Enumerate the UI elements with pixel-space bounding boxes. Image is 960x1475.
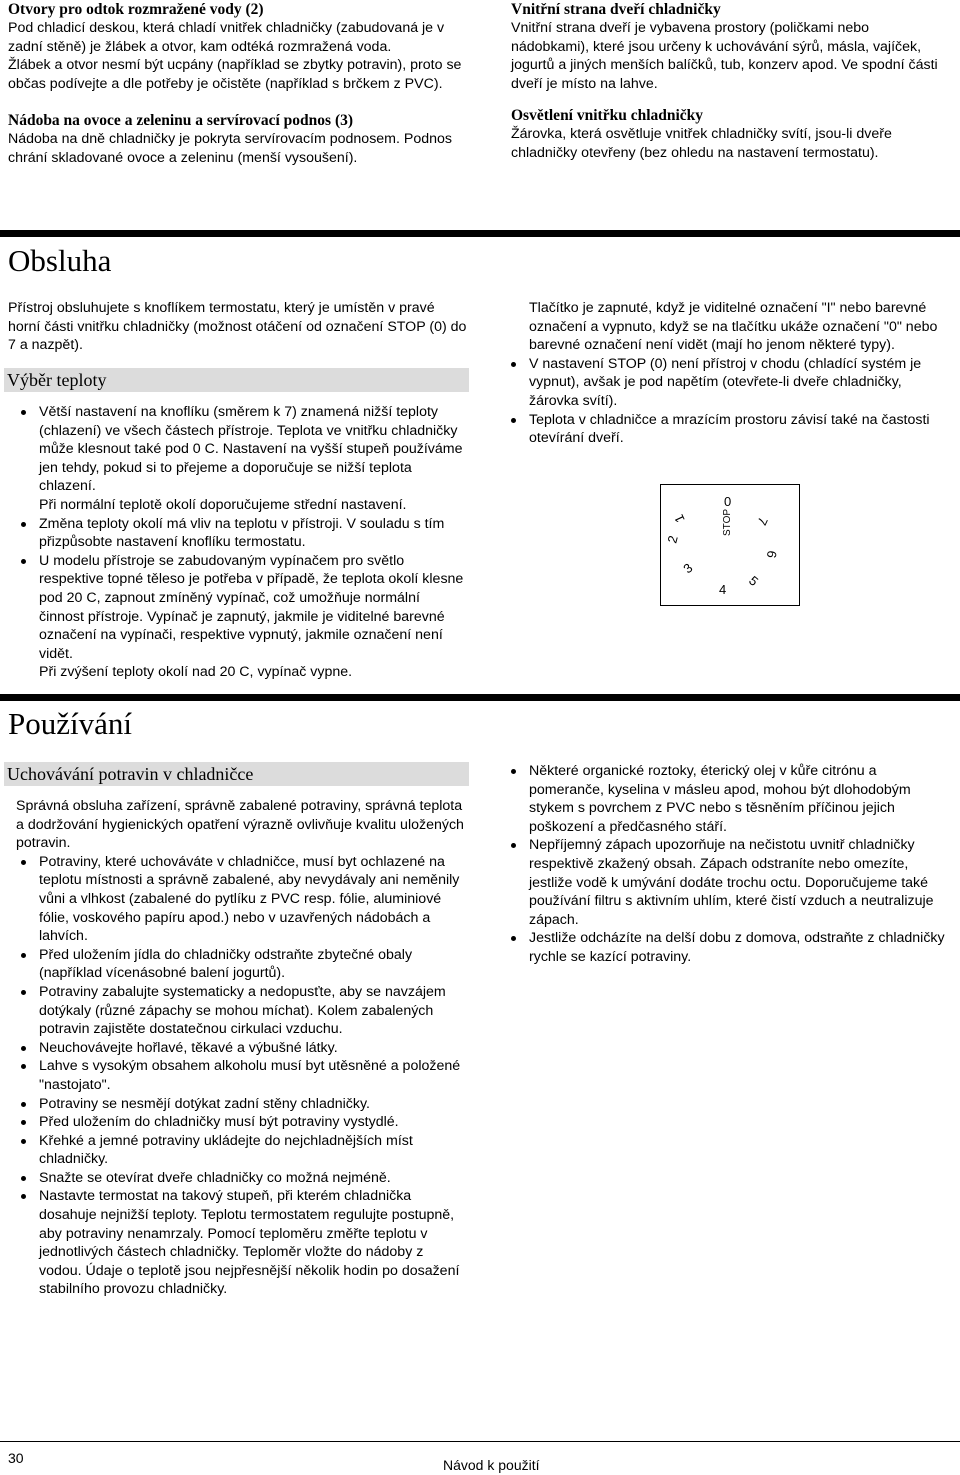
list-item: Některé organické roztoky, éterický olej v kůře citrónu a pomeranče, kyselina v másleu apod, mohou být dlohodobým stykem s povrchem z PVC nebo s těsněním příčinou jejich poškození a předčasného stáří. bbox=[506, 762, 951, 836]
list-item: Křehké a jemné potraviny ukládejte do nejchladnějších míst chladničky. bbox=[16, 1132, 468, 1169]
dial-label-6: 6 bbox=[763, 549, 780, 560]
section-heading-lighting: Osvětlení vnitřku chladničky bbox=[511, 107, 704, 125]
list-item: V nastavení STOP (0) není přístroj v chodu (chladící systém je vypnut), avšak je pod napětím (otevřete-li dveře chladničky, žárovka svítí). bbox=[506, 355, 951, 411]
drain-paragraph-1: Pod chladicí deskou, která chladí vnitřek chladničky (zabudovaná je v zadní stěně) je žlábek a otvor, kam odtéká rozmražená voda. bbox=[8, 20, 445, 55]
thermostat-dial-figure bbox=[660, 484, 800, 606]
normal-setting-note: Při normální teplotě okolí doporučujeme střední nastavení. bbox=[39, 496, 407, 513]
dial-label-1: 1 bbox=[671, 512, 688, 526]
list-item: Teplota v chladničce a mrazícím prostoru závisí také na častosti otevírání dveří. bbox=[506, 411, 951, 448]
drain-paragraph-2: Žlábek a otvor nesmí být ucpány (například se zbytky potravin), proto se občas podívejte a dle potřeby je očistěte (například s brčkem z PVC). bbox=[8, 57, 462, 92]
switch-off-note: Při zvýšení teploty okolí nad 20 C, vypínač vypne. bbox=[39, 664, 353, 681]
subheading-food-storage: Uchovávání potravin v chladničce bbox=[4, 762, 469, 786]
section-rule-obsluha bbox=[0, 230, 960, 237]
obsluha-intro: Přístroj obsluhujete s knoflíkem termostatu, který je umístěn v pravé horní části vnitřku chladničky (možnost otáčení od označení STOP (0) do 7 a nazpět). bbox=[8, 300, 467, 354]
food-storage-intro: Správná obsluha zařízení, správně zabalené potraviny, správná teplota a dodržování hygienických opatření výrazně ovlivňuje kvalitu uložených potravin. bbox=[16, 798, 464, 852]
list-item: Lahve s vysokým obsahem alkoholu musí byt utěsněné a položené "nastojato". bbox=[16, 1057, 468, 1094]
list-item: Neuchovávejte hořlavé, těkavé a výbušné látky. bbox=[16, 1039, 468, 1058]
obsluha-left-list-wrap bbox=[16, 403, 468, 682]
list-item: U modelu přístroje se zabudovaným vypínačem pro světlo respektive topné těleso je potřeba v případě, že teplota okolí klesne pod 20 C, zapnout zmíněný vypínač, což umožňuje normální činnost přístroje. Vypínač je zapnutý, jakmile je viditelné barevné označení na vypínači, respektive vypnutý, jakmile označení není vidět. bbox=[16, 552, 468, 664]
list-item: Potraviny se nesmějí dotýkat zadní stěny chladničky. bbox=[16, 1095, 468, 1114]
list-item: Změna teploty okolí má vliv na teplotu v přístroji. V souladu s tím přizpůsobte nastavení knoflíku termostatu. bbox=[16, 515, 468, 552]
lighting-paragraph: Žárovka, která osvětluje vnitřek chladničky svítí, jsou-li dveře chladničky otevřeny (bez ohledu na nastavení termostatu). bbox=[511, 126, 892, 161]
section-heading-drain-holes: Otvory pro odtok rozmražené vody (2) bbox=[8, 1, 264, 18]
pouzivani-right-column bbox=[506, 762, 951, 967]
obsluha-left-column bbox=[8, 299, 470, 355]
list-item: Před uložením jídla do chladničky odstraňte zbytečné obaly (například vícenásobné balení jogurtů). bbox=[16, 946, 468, 983]
fruit-container-paragraph: Nádoba na dně chladničky je pokryta servírovacím podnosem. Podnos chrání skladované ovoce a zeleninu (menší vysoušení). bbox=[8, 131, 453, 166]
dial-label-7: 7 bbox=[754, 514, 771, 528]
section-heading-door-inside: Vnitřní strana dveří chladničky bbox=[511, 1, 721, 18]
temperature-list bbox=[16, 403, 468, 496]
manual-name: Návod k použití bbox=[443, 1457, 540, 1473]
pouzivani-left-column bbox=[16, 797, 468, 1299]
top-left-column bbox=[8, 0, 470, 168]
list-item: Před uložením do chladničky musí být potraviny vystydlé. bbox=[16, 1113, 468, 1132]
section-title-pouzivani: Používání bbox=[8, 706, 132, 741]
list-item: Potraviny, které uchováváte v chladničce, musí byt ochlazené na teplotu místnosti a správně zabalené, aby nevydávaly ani neměnily vůni a vlhkost (zabalené do pytlíku z PVC resp. fólie, aluminiové fólie, voskového papíru apod.) nebo v uzavřených nádobách a lahvích. bbox=[16, 853, 468, 946]
section-rule-pouzivani bbox=[0, 694, 960, 701]
dial-zero-label: 0 bbox=[724, 494, 732, 509]
odor-list bbox=[506, 762, 951, 967]
food-storage-list bbox=[16, 853, 468, 1299]
button-status-text: Tlačítko je zapnuté, když je viditelné označení "I" nebo barevné označení a vypnuto, když se na tlačítku ukáže označení "0" nebo barevné označení není vidět (mají ho jenom některé typy). bbox=[529, 300, 938, 354]
page-number: 30 bbox=[8, 1450, 24, 1466]
subheading-temperature-selection: Výběr teploty bbox=[4, 368, 469, 392]
section-heading-fruit-container: Nádoba na ovoce a zeleninu a servírovací podnos (3) bbox=[8, 112, 354, 130]
list-item: Potraviny zabalujte systematicky a nedopusťte, aby se navzájem dotýkaly (různé zápachy se mohou míchat). Kolem zabalených potravin zajistěte dostatečnou cirkulaci vzduchu. bbox=[16, 983, 468, 1039]
list-item: Snažte se otevírat dveře chladničky co možná nejméně. bbox=[16, 1169, 468, 1188]
stop-list bbox=[506, 355, 951, 448]
dial-stop-label: STOP bbox=[722, 508, 733, 536]
list-item: Větší nastavení na knoflíku (směrem k 7) znamená nižší teploty (chlazení) ve všech částech přístroje. Teplota ve vnitřku chladničky může klesnout také pod 0 C. Nastavení na vyšší stupeň používáme jen tehdy, pokud si to přejeme a doporučuje se nižší teplota chlazení. bbox=[16, 403, 468, 496]
dial-label-5: 5 bbox=[746, 572, 762, 589]
dial-label-4: 4 bbox=[719, 582, 727, 597]
obsluha-right-column bbox=[506, 299, 951, 448]
dial-label-3: 3 bbox=[680, 560, 696, 577]
top-right-column bbox=[511, 0, 951, 163]
section-title-obsluha: Obsluha bbox=[8, 243, 112, 278]
door-inside-paragraph: Vnitřní strana dveří je vybavena prostory (poličkami nebo nádobkami), které jsou určeny k uchovávání sýrů, másla, vajíček, jogurtů a jiných menších balíčků, tub, konzerv apod. Ve spodní části dveří je místo na lahve. bbox=[511, 20, 938, 92]
list-item: Nepříjemný zápach upozorňuje na nečistotu uvnitř chladničky respektivě zkažený obsah. Zápach odstraníte nebo omezíte, jestliže vodě k umývání dodáte trochu octu. Doporučujeme také používání filtru s aktivním uhlím, které čistí vzduch a neutralizuje zápach. bbox=[506, 836, 951, 929]
list-item: Jestliže odcházíte na delší dobu z domova, odstraňte z chladničky rychle se kazící potraviny. bbox=[506, 929, 951, 966]
dial-label-2: 2 bbox=[664, 533, 681, 545]
footer-rule bbox=[0, 1441, 960, 1442]
list-item: Nastavte termostat na takový stupeň, při kterém chladnička dosahuje nejnižší teploty. Teplotu termostatem regulujte postupně, aby potraviny nenamrzaly. Pomocí teploměru změřte teplotu v jednotlivých částech chladničky. Teploměr vložte do nádoby z vodou. Údaje o teplotě jsou nejpřesnější několik hodin po dosažení stabilního provozu chladničky. bbox=[16, 1187, 468, 1299]
temperature-list-continued bbox=[16, 515, 468, 664]
